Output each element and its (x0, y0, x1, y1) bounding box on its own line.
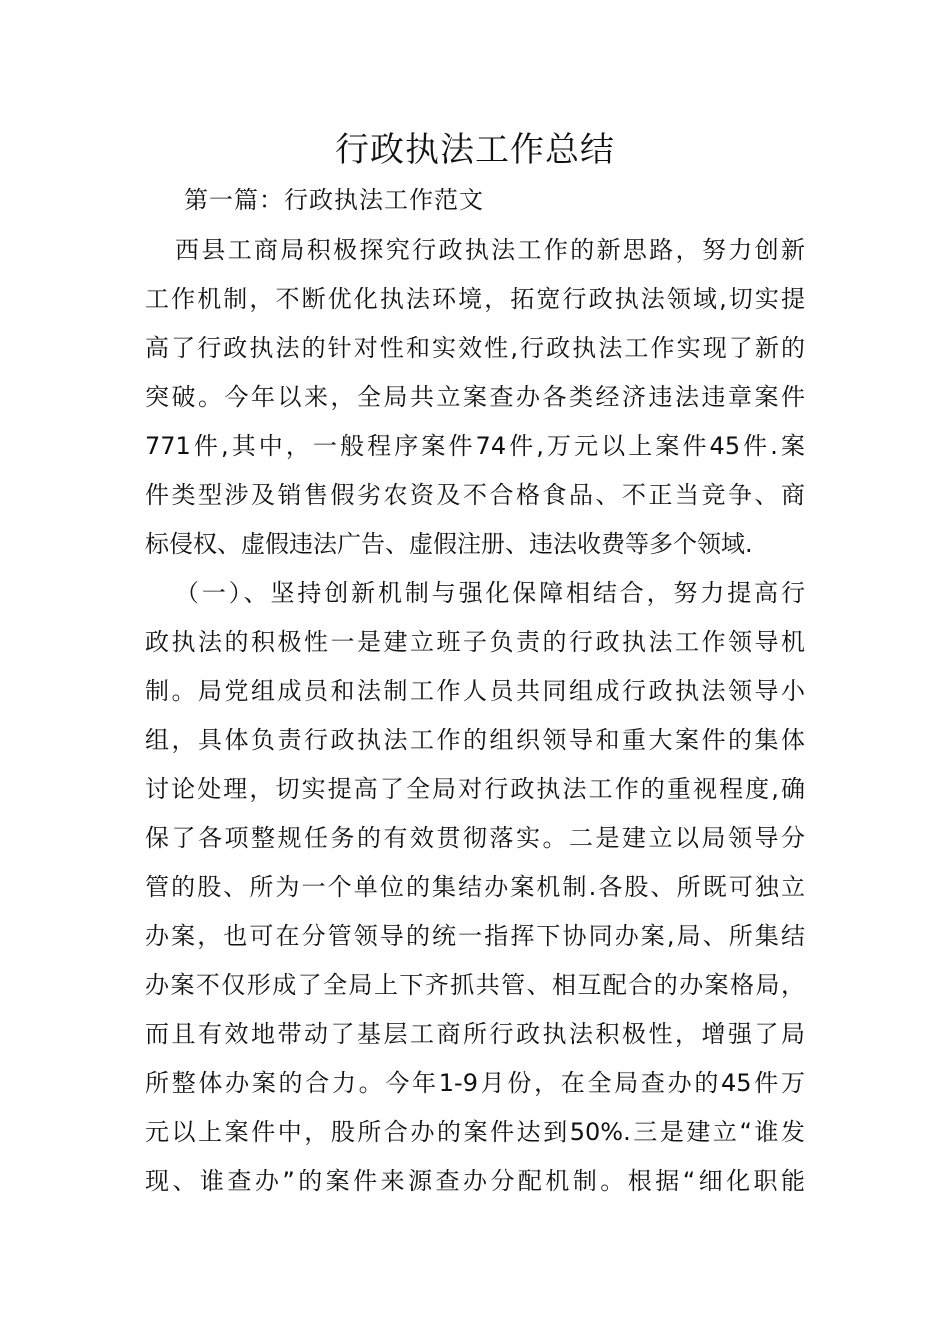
text-line: 所整体办案的合力。今年1-9月份，在全局查办的45件万 (145, 1069, 805, 1097)
text-line: 件类型涉及销售假劣农资及不合格食品、不正当竞争、商 (145, 481, 805, 509)
document-title: 行政执法工作总结 (335, 130, 615, 170)
text-line: 办案不仅形成了全局上下齐抓共管、相互配合的办案格局， (145, 971, 805, 999)
text-line: 现、谁查办”的案件来源查办分配机制。根据“细化职能 (145, 1167, 805, 1195)
text-line: 而且有效地带动了基层工商所行政执法积极性，增强了局 (145, 1020, 805, 1048)
text-line: 组，具体负责行政执法工作的组织领导和重大案件的集体 (145, 726, 805, 754)
text-line: 元以上案件中，股所合办的案件达到50%.三是建立“谁发 (145, 1118, 805, 1146)
text-line: 保了各项整规任务的有效贯彻落实。二是建立以局领导分 (145, 824, 805, 852)
text-line: （一）、坚持创新机制与强化保障相结合，努力提高行 (175, 579, 805, 607)
text-line: 工作机制，不断优化执法环境，拓宽行政执法领域,切实提 (145, 285, 805, 313)
text-line: 政执法的积极性一是建立班子负责的行政执法工作领导机 (145, 628, 805, 656)
text-line: 突破。今年以来，全局共立案查办各类经济违法违章案件 (145, 383, 805, 411)
text-line: 办案，也可在分管领导的统一指挥下协同办案,局、所集结 (145, 922, 805, 950)
text-line: 771件,其中，一般程序案件74件,万元以上案件45件.案 (145, 432, 805, 460)
text-line: 制。局党组成员和法制工作人员共同组成行政执法领导小 (145, 677, 805, 705)
paragraph-1 (145, 226, 805, 569)
text-line: 西县工商局积极探究行政执法工作的新思路，努力创新 (175, 236, 805, 264)
section-subtitle: 第一篇：行政执法工作范文 (184, 186, 484, 214)
paragraph-2 (145, 569, 805, 1206)
text-line: 讨论处理，切实提高了全局对行政执法工作的重视程度,确 (145, 775, 805, 803)
document-body (145, 226, 805, 1206)
text-line: 标侵权、虚假违法广告、虚假注册、违法收费等多个领域. (145, 530, 753, 558)
text-line: 高了行政执法的针对性和实效性,行政执法工作实现了新的 (145, 334, 805, 362)
text-line: 管的股、所为一个单位的集结办案机制.各股、所既可独立 (145, 873, 805, 901)
